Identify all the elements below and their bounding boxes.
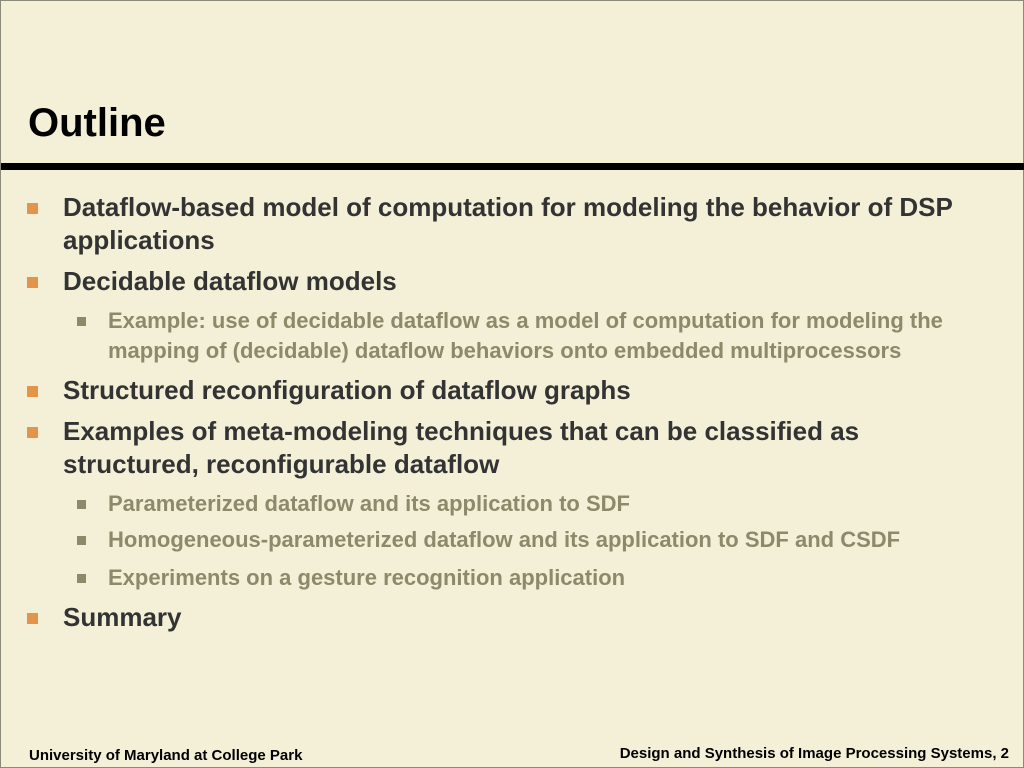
- outline-list: [1, 191, 1024, 642]
- square-bullet-icon: [77, 536, 86, 545]
- outline-item-text: Structured reconfiguration of dataflow graphs: [63, 375, 631, 405]
- outline-subitem-parameterized: [1, 489, 1024, 519]
- outline-item-text: Decidable dataflow models: [63, 266, 397, 296]
- square-bullet-icon: [77, 500, 86, 509]
- square-bullet-icon: [27, 277, 38, 288]
- outline-item-text: Summary: [63, 602, 182, 632]
- square-bullet-icon: [27, 427, 38, 438]
- outline-subitem-homogeneous: [1, 525, 1024, 555]
- square-bullet-icon: [77, 574, 86, 583]
- square-bullet-icon: [77, 317, 86, 326]
- footer-university: University of Maryland at College Park: [29, 747, 303, 764]
- outline-item-meta-modeling: [1, 415, 1024, 481]
- square-bullet-icon: [27, 613, 38, 624]
- outline-subitem-example: [1, 306, 1024, 366]
- footer-course-page: Design and Synthesis of Image Processing Systems, 2: [619, 745, 1009, 762]
- outline-item-dataflow-model: [1, 191, 1024, 257]
- outline-item-text: Examples of meta-modeling techniques that can be classified as structured, reconfigurable dataflow: [63, 416, 860, 479]
- outline-item-text: Dataflow-based model of computation for modeling the behavior of DSP applications: [63, 192, 953, 255]
- square-bullet-icon: [27, 203, 38, 214]
- outline-item-summary: [1, 601, 1024, 634]
- outline-subitem-text: Parameterized dataflow and its application to SDF: [108, 491, 630, 516]
- title-rule: [1, 163, 1024, 170]
- outline-item-structured-reconfig: [1, 374, 1024, 407]
- square-bullet-icon: [27, 386, 38, 397]
- outline-subitem-text: Example: use of decidable dataflow as a model of computation for modeling the mapping of (decidable) dataflow behaviors onto embedded multiprocessors: [108, 308, 943, 363]
- outline-subitem-experiments: [1, 563, 1024, 593]
- outline-subitem-text: Homogeneous-parameterized dataflow and its application to SDF and CSDF: [108, 527, 901, 552]
- outline-subitem-text: Experiments on a gesture recognition application: [108, 565, 626, 590]
- slide-title: Outline: [28, 101, 166, 145]
- outline-item-decidable: [1, 265, 1024, 298]
